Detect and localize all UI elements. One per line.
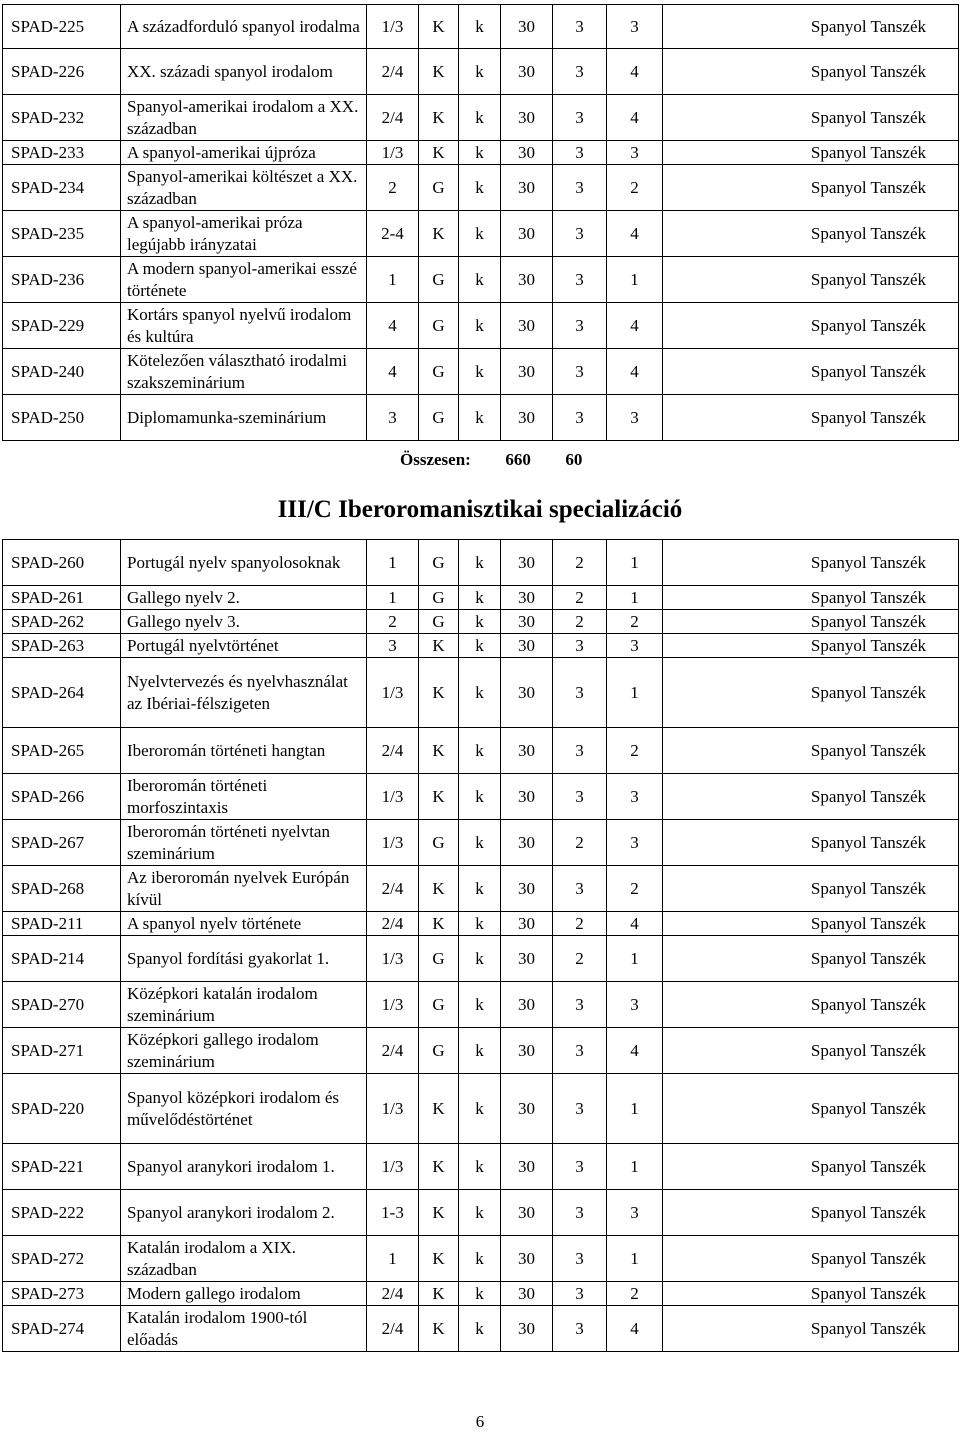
section-heading: III/C Iberoromanisztikai specializáció (277, 496, 683, 523)
course-type: G (419, 257, 459, 303)
hours: 30 (501, 820, 553, 866)
course-code: SPAD-220 (3, 1074, 121, 1144)
semester: 1/3 (367, 1074, 419, 1144)
semester: 2/4 (367, 1306, 419, 1352)
semester: 1/3 (367, 141, 419, 165)
requirement: k (459, 49, 501, 95)
credit: 3 (553, 634, 607, 658)
credit: 3 (553, 257, 607, 303)
table-row (3, 912, 959, 936)
course-code: SPAD-222 (3, 1190, 121, 1236)
requirement: k (459, 1236, 501, 1282)
department: Spanyol Tanszék (663, 95, 959, 141)
semester: 1 (367, 1236, 419, 1282)
credit: 3 (553, 141, 607, 165)
course-title: Középkori gallego irodalom szeminárium (121, 1028, 367, 1074)
table-row (3, 49, 959, 95)
total-label: Összesen: (400, 450, 471, 469)
department: Spanyol Tanszék (663, 774, 959, 820)
hours: 30 (501, 95, 553, 141)
requirement: k (459, 982, 501, 1028)
table-row (3, 1282, 959, 1306)
number: 4 (607, 303, 663, 349)
credit: 3 (553, 211, 607, 257)
table-row (3, 820, 959, 866)
requirement: k (459, 728, 501, 774)
hours: 30 (501, 1236, 553, 1282)
course-table-iberoromance (2, 539, 959, 1352)
course-type: K (419, 95, 459, 141)
table-row (3, 165, 959, 211)
semester: 4 (367, 303, 419, 349)
hours: 30 (501, 1282, 553, 1306)
course-type: G (419, 610, 459, 634)
semester: 1/3 (367, 820, 419, 866)
hours: 30 (501, 982, 553, 1028)
table-row (3, 610, 959, 634)
department: Spanyol Tanszék (663, 634, 959, 658)
course-type: G (419, 982, 459, 1028)
hours: 30 (501, 1144, 553, 1190)
department: Spanyol Tanszék (663, 610, 959, 634)
requirement: k (459, 1282, 501, 1306)
credit: 3 (553, 1306, 607, 1352)
semester: 2-4 (367, 211, 419, 257)
semester: 3 (367, 395, 419, 441)
table-row (3, 1236, 959, 1282)
credit: 3 (553, 395, 607, 441)
requirement: k (459, 866, 501, 912)
table-row (3, 866, 959, 912)
table-row (3, 774, 959, 820)
credit: 3 (553, 728, 607, 774)
table-row (3, 540, 959, 586)
credit: 3 (553, 1144, 607, 1190)
hours: 30 (501, 211, 553, 257)
requirement: k (459, 349, 501, 395)
course-type: G (419, 165, 459, 211)
table-row (3, 1190, 959, 1236)
course-title: A spanyol-amerikai újpróza (121, 141, 367, 165)
table-row (3, 257, 959, 303)
requirement: k (459, 1028, 501, 1074)
credit: 2 (553, 540, 607, 586)
number: 4 (607, 349, 663, 395)
course-title: Spanyol középkori irodalom és művelődéstörténet (121, 1074, 367, 1144)
table-row (3, 936, 959, 982)
hours: 30 (501, 303, 553, 349)
course-type: K (419, 5, 459, 49)
number: 4 (607, 1306, 663, 1352)
department: Spanyol Tanszék (663, 1144, 959, 1190)
department: Spanyol Tanszék (663, 165, 959, 211)
hours: 30 (501, 540, 553, 586)
hours: 30 (501, 586, 553, 610)
credit: 3 (553, 774, 607, 820)
department: Spanyol Tanszék (663, 257, 959, 303)
credit: 2 (553, 912, 607, 936)
semester: 1-3 (367, 1190, 419, 1236)
table-row (3, 349, 959, 395)
table-row (3, 982, 959, 1028)
table-row (3, 95, 959, 141)
department: Spanyol Tanszék (663, 982, 959, 1028)
course-type: K (419, 49, 459, 95)
credit: 3 (553, 95, 607, 141)
table-row (3, 395, 959, 441)
requirement: k (459, 5, 501, 49)
number: 1 (607, 540, 663, 586)
course-title: Kortárs spanyol nyelvű irodalom és kultúra (121, 303, 367, 349)
semester: 2/4 (367, 1282, 419, 1306)
department: Spanyol Tanszék (663, 936, 959, 982)
department: Spanyol Tanszék (663, 540, 959, 586)
requirement: k (459, 303, 501, 349)
semester: 1 (367, 257, 419, 303)
department: Spanyol Tanszék (663, 211, 959, 257)
number: 3 (607, 634, 663, 658)
table-row (3, 658, 959, 728)
page-number: 6 (475, 1412, 485, 1431)
course-title: Kötelezően választható irodalmi szakszeminárium (121, 349, 367, 395)
requirement: k (459, 820, 501, 866)
course-title: Középkori katalán irodalom szeminárium (121, 982, 367, 1028)
semester: 1/3 (367, 936, 419, 982)
hours: 30 (501, 1306, 553, 1352)
course-code: SPAD-264 (3, 658, 121, 728)
credit: 3 (553, 866, 607, 912)
department: Spanyol Tanszék (663, 1236, 959, 1282)
number: 4 (607, 49, 663, 95)
department: Spanyol Tanszék (663, 303, 959, 349)
course-type: K (419, 1144, 459, 1190)
department: Spanyol Tanszék (663, 395, 959, 441)
number: 4 (607, 912, 663, 936)
course-table-literature (2, 4, 959, 441)
semester: 1/3 (367, 1144, 419, 1190)
course-title: A spanyol-amerikai próza legújabb irányzatai (121, 211, 367, 257)
hours: 30 (501, 257, 553, 303)
hours: 30 (501, 1074, 553, 1144)
table-row (3, 1144, 959, 1190)
course-title: Spanyol-amerikai irodalom a XX. században (121, 95, 367, 141)
course-type: K (419, 141, 459, 165)
semester: 1 (367, 586, 419, 610)
hours: 30 (501, 610, 553, 634)
course-title: Modern gallego irodalom (121, 1282, 367, 1306)
course-title: Gallego nyelv 3. (121, 610, 367, 634)
department: Spanyol Tanszék (663, 912, 959, 936)
course-code: SPAD-270 (3, 982, 121, 1028)
department: Spanyol Tanszék (663, 141, 959, 165)
department: Spanyol Tanszék (663, 658, 959, 728)
department: Spanyol Tanszék (663, 5, 959, 49)
course-title: Portugál nyelv spanyolosoknak (121, 540, 367, 586)
hours: 30 (501, 936, 553, 982)
course-type: K (419, 1190, 459, 1236)
requirement: k (459, 658, 501, 728)
number: 1 (607, 658, 663, 728)
course-code: SPAD-271 (3, 1028, 121, 1074)
hours: 30 (501, 49, 553, 95)
requirement: k (459, 1190, 501, 1236)
requirement: k (459, 211, 501, 257)
hours: 30 (501, 774, 553, 820)
number: 1 (607, 936, 663, 982)
department: Spanyol Tanszék (663, 1282, 959, 1306)
number: 1 (607, 1074, 663, 1144)
course-type: G (419, 395, 459, 441)
course-code: SPAD-262 (3, 610, 121, 634)
department: Spanyol Tanszék (663, 866, 959, 912)
semester: 2 (367, 610, 419, 634)
course-title: Diplomamunka-szeminárium (121, 395, 367, 441)
hours: 30 (501, 395, 553, 441)
course-type: K (419, 1282, 459, 1306)
semester: 2/4 (367, 95, 419, 141)
course-type: K (419, 211, 459, 257)
hours: 30 (501, 5, 553, 49)
course-title: Spanyol-amerikai költészet a XX. században (121, 165, 367, 211)
course-code: SPAD-274 (3, 1306, 121, 1352)
number: 2 (607, 1282, 663, 1306)
department: Spanyol Tanszék (663, 1074, 959, 1144)
course-type: G (419, 349, 459, 395)
course-code: SPAD-221 (3, 1144, 121, 1190)
number: 2 (607, 728, 663, 774)
requirement: k (459, 634, 501, 658)
number: 3 (607, 982, 663, 1028)
department: Spanyol Tanszék (663, 1306, 959, 1352)
course-type: K (419, 634, 459, 658)
number: 3 (607, 5, 663, 49)
semester: 2/4 (367, 1028, 419, 1074)
course-type: K (419, 1074, 459, 1144)
course-code: SPAD-240 (3, 349, 121, 395)
requirement: k (459, 540, 501, 586)
hours: 30 (501, 1028, 553, 1074)
requirement: k (459, 936, 501, 982)
course-title: Katalán irodalom 1900-tól előadás (121, 1306, 367, 1352)
course-title: Spanyol aranykori irodalom 1. (121, 1144, 367, 1190)
semester: 2/4 (367, 49, 419, 95)
semester: 1/3 (367, 774, 419, 820)
semester: 1/3 (367, 658, 419, 728)
number: 3 (607, 820, 663, 866)
credit: 3 (553, 5, 607, 49)
table-row (3, 1074, 959, 1144)
requirement: k (459, 912, 501, 936)
hours: 30 (501, 634, 553, 658)
credit: 3 (553, 1282, 607, 1306)
department: Spanyol Tanszék (663, 1028, 959, 1074)
requirement: k (459, 141, 501, 165)
requirement: k (459, 1074, 501, 1144)
credit: 2 (553, 586, 607, 610)
course-type: G (419, 303, 459, 349)
credit: 3 (553, 49, 607, 95)
course-code: SPAD-232 (3, 95, 121, 141)
department: Spanyol Tanszék (663, 1190, 959, 1236)
course-code: SPAD-267 (3, 820, 121, 866)
hours: 30 (501, 866, 553, 912)
credit: 2 (553, 936, 607, 982)
requirement: k (459, 257, 501, 303)
course-type: K (419, 912, 459, 936)
course-code: SPAD-260 (3, 540, 121, 586)
course-code: SPAD-236 (3, 257, 121, 303)
number: 2 (607, 165, 663, 211)
requirement: k (459, 1306, 501, 1352)
course-code: SPAD-229 (3, 303, 121, 349)
requirement: k (459, 774, 501, 820)
hours: 30 (501, 1190, 553, 1236)
number: 3 (607, 141, 663, 165)
hours: 30 (501, 658, 553, 728)
course-type: K (419, 1236, 459, 1282)
semester: 3 (367, 634, 419, 658)
requirement: k (459, 1144, 501, 1190)
requirement: k (459, 586, 501, 610)
course-type: K (419, 774, 459, 820)
number: 1 (607, 1144, 663, 1190)
course-code: SPAD-226 (3, 49, 121, 95)
credit: 3 (553, 1190, 607, 1236)
course-code: SPAD-250 (3, 395, 121, 441)
total-row (400, 450, 582, 470)
department: Spanyol Tanszék (663, 49, 959, 95)
course-type: G (419, 936, 459, 982)
number: 1 (607, 1236, 663, 1282)
table-row (3, 211, 959, 257)
credit: 3 (553, 349, 607, 395)
course-code: SPAD-234 (3, 165, 121, 211)
course-code: SPAD-268 (3, 866, 121, 912)
semester: 2/4 (367, 912, 419, 936)
course-code: SPAD-261 (3, 586, 121, 610)
credit: 3 (553, 1074, 607, 1144)
course-title: A modern spanyol-amerikai esszé története (121, 257, 367, 303)
course-title: Nyelvtervezés és nyelvhasználat az Ibériai-félszigeten (121, 658, 367, 728)
course-code: SPAD-272 (3, 1236, 121, 1282)
credit: 2 (553, 610, 607, 634)
table-row (3, 5, 959, 49)
course-title: Spanyol fordítási gyakorlat 1. (121, 936, 367, 982)
hours: 30 (501, 912, 553, 936)
course-code: SPAD-214 (3, 936, 121, 982)
course-title: Katalán irodalom a XIX. században (121, 1236, 367, 1282)
table-row (3, 586, 959, 610)
hours: 30 (501, 165, 553, 211)
total-hours: 660 (505, 450, 531, 469)
number: 3 (607, 395, 663, 441)
table-row (3, 634, 959, 658)
requirement: k (459, 610, 501, 634)
department: Spanyol Tanszék (663, 349, 959, 395)
course-code: SPAD-211 (3, 912, 121, 936)
requirement: k (459, 165, 501, 211)
course-code: SPAD-225 (3, 5, 121, 49)
course-title: Iberoromán történeti nyelvtan szeminárium (121, 820, 367, 866)
number: 4 (607, 211, 663, 257)
semester: 1/3 (367, 982, 419, 1028)
credit: 3 (553, 165, 607, 211)
number: 1 (607, 257, 663, 303)
table-row (3, 141, 959, 165)
course-code: SPAD-233 (3, 141, 121, 165)
course-title: A századforduló spanyol irodalma (121, 5, 367, 49)
department: Spanyol Tanszék (663, 728, 959, 774)
number: 3 (607, 1190, 663, 1236)
semester: 4 (367, 349, 419, 395)
number: 4 (607, 95, 663, 141)
credit: 3 (553, 1236, 607, 1282)
number: 2 (607, 610, 663, 634)
semester: 2/4 (367, 728, 419, 774)
course-type: K (419, 658, 459, 728)
course-code: SPAD-265 (3, 728, 121, 774)
table-row (3, 303, 959, 349)
course-type: G (419, 820, 459, 866)
course-code: SPAD-263 (3, 634, 121, 658)
course-title: A spanyol nyelv története (121, 912, 367, 936)
hours: 30 (501, 728, 553, 774)
semester: 2/4 (367, 866, 419, 912)
course-code: SPAD-273 (3, 1282, 121, 1306)
number: 4 (607, 1028, 663, 1074)
table-row (3, 728, 959, 774)
course-title: Portugál nyelvtörténet (121, 634, 367, 658)
course-type: G (419, 1028, 459, 1074)
semester: 1/3 (367, 5, 419, 49)
hours: 30 (501, 349, 553, 395)
credit: 2 (553, 820, 607, 866)
course-code: SPAD-266 (3, 774, 121, 820)
number: 3 (607, 774, 663, 820)
course-title: Iberoromán történeti hangtan (121, 728, 367, 774)
course-type: G (419, 540, 459, 586)
course-title: Spanyol aranykori irodalom 2. (121, 1190, 367, 1236)
hours: 30 (501, 141, 553, 165)
course-type: G (419, 586, 459, 610)
course-type: K (419, 728, 459, 774)
department: Spanyol Tanszék (663, 586, 959, 610)
department: Spanyol Tanszék (663, 820, 959, 866)
course-title: XX. századi spanyol irodalom (121, 49, 367, 95)
course-type: K (419, 866, 459, 912)
course-type: K (419, 1306, 459, 1352)
semester: 1 (367, 540, 419, 586)
requirement: k (459, 395, 501, 441)
credit: 3 (553, 1028, 607, 1074)
requirement: k (459, 95, 501, 141)
table-row (3, 1306, 959, 1352)
number: 1 (607, 586, 663, 610)
course-code: SPAD-235 (3, 211, 121, 257)
course-title: Az iberoromán nyelvek Európán kívül (121, 866, 367, 912)
course-title: Iberoromán történeti morfoszintaxis (121, 774, 367, 820)
number: 2 (607, 866, 663, 912)
credit: 3 (553, 303, 607, 349)
credit: 3 (553, 658, 607, 728)
table-row (3, 1028, 959, 1074)
semester: 2 (367, 165, 419, 211)
course-title: Gallego nyelv 2. (121, 586, 367, 610)
total-credits: 60 (565, 450, 583, 469)
credit: 3 (553, 982, 607, 1028)
